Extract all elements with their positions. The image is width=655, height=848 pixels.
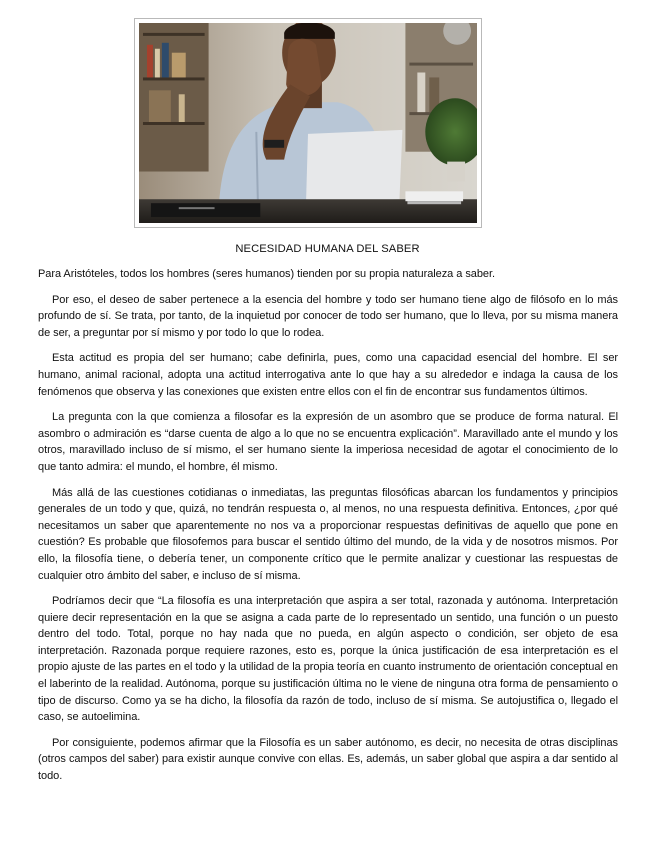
- paragraph: Por consiguiente, podemos afirmar que la Filosofía es un saber autónomo, es decir, no necesita de otras disciplinas (otros campos del saber) para existir aunque convive con ellas. Es, además, un saber global que aspira a dar sentido al todo.: [38, 736, 618, 783]
- paragraph: Más allá de las cuestiones cotidianas o inmediatas, las preguntas filosóficas abarcan los fundamentos y principios generales de un todo y que, quizá, no tendrán respuesta o, al menos, no una respuesta definitiva. Entonces, ¿por qué necesitamos un saber que aparentemente no nos va a proporcionar respuestas definitivas de aquello que pone en cuestión? Es probable que filosofemos para buscar el sentido último del mundo, de la vida y de nosotros mismos. Por ello, la filosofía tiene, o debería tener, un componente crítico que le permite analizar y cuestionar las respuestas de cualquier otro ámbito del saber, e incluso de sí misma.: [38, 486, 618, 582]
- header-photo: [134, 18, 482, 228]
- paragraph: La pregunta con la que comienza a filosofar es la expresión de un asombro que se produce de forma natural. El asombro o admiración es “darse cuenta de algo a lo que no se encuentra explicación”. Maravillado ante el mundo y los otros, maravillado incluso de sí mismo, el ser humano siente la imperiosa necesidad de agotar el conocimiento de lo que tanto admira: el mundo, el hombre, él mismo.: [38, 411, 618, 473]
- paragraph: Para Aristóteles, todos los hombres (seres humanos) tienden por su propia naturaleza a saber.: [38, 268, 495, 280]
- paragraph: Podríamos decir que “La filosofía es una interpretación que aspira a ser total, razonada y autónoma. Interpretación quiere decir representación en la que se asigna a cada parte de lo representado un sentido, una función o un puesto dentro del todo. Total, porque no hay nada que no pueda, en algún aspecto o condición, ser objeto de esa interpretación. Razonada porque requiere razones, esto es, porque la única justificación de esa interpretación es el propio ajuste de las partes en el todo y la utilidad de la propia teoría en cuanto instrumento de orientación conceptual en el laberinto de la realidad. Autónoma, porque su justificación última no le viene de ninguna otra forma de pensamiento o tipo de discurso. Como ya se ha dicho, la filosofía da razón de todo, incluso de sí misma. Se autojustifica o, llegado el caso, se autoelimina.: [38, 595, 618, 724]
- document-body: [38, 266, 618, 794]
- document-title: NECESIDAD HUMANA DEL SABER: [235, 243, 420, 255]
- yawning-man-at-laptop-photo: [139, 23, 477, 223]
- paragraph: Esta actitud es propia del ser humano; cabe definirla, pues, como una capacidad esencial del hombre. El ser humano, animal racional, adopta una actitud interrogativa ante lo que hay a su alrededor e indaga la causa de los fenómenos que observa y las conexiones que existen entre ellos con el fin de encontrar sus fundamentos últimos.: [38, 352, 618, 398]
- paragraph: Por eso, el deseo de saber pertenece a la esencia del hombre y todo ser humano tiene algo de filósofo en lo más profundo de sí. Se trata, por tanto, de la inquietud por conocer de todo ser humano, que lo lleva, por su misma manera de ser, a preguntar por sí mismo y por todo lo que lo rodea.: [38, 293, 618, 339]
